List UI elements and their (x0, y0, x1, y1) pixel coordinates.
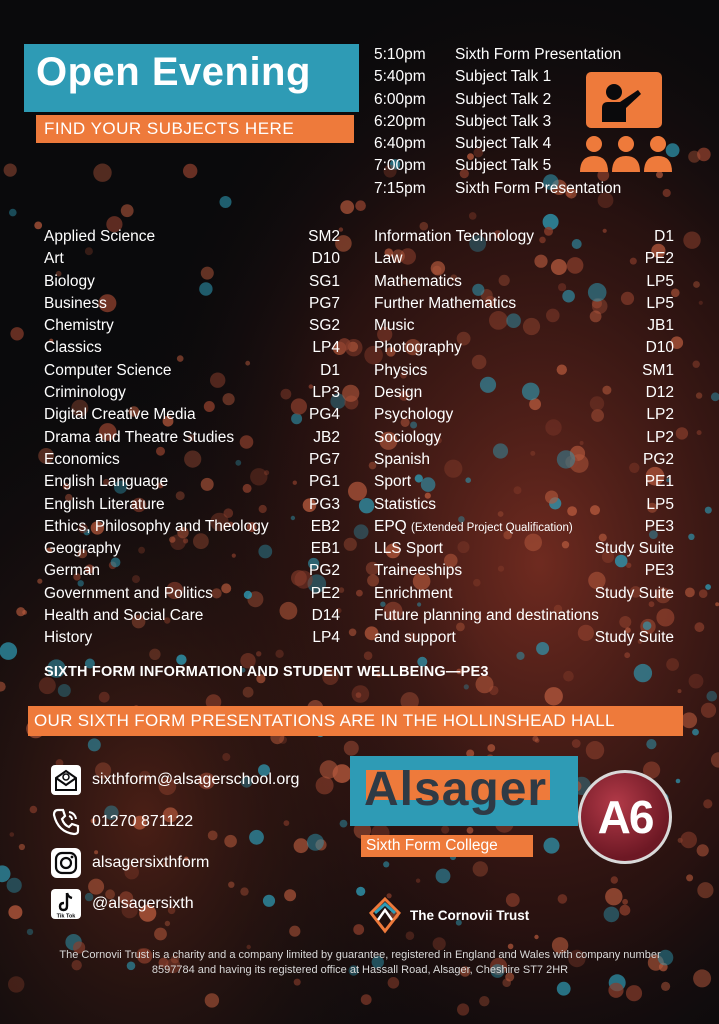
subjects-left-column (44, 227, 340, 651)
subject-name: Music (374, 317, 415, 335)
subject-room: SG2 (308, 317, 340, 335)
decorative-dot (99, 692, 110, 703)
decorative-dot (34, 222, 42, 230)
schedule-time: 6:20pm (374, 112, 426, 130)
decorative-dot (340, 200, 354, 214)
subject-name: Law (374, 250, 403, 268)
subject-row (374, 338, 674, 360)
decorative-dot (502, 978, 511, 987)
decorative-dot (701, 703, 716, 718)
subject-room: PE3 (644, 517, 674, 535)
schedule-time: 6:40pm (374, 135, 426, 153)
decorative-dot (354, 524, 369, 539)
decorative-dot (356, 692, 362, 698)
decorative-dot (263, 895, 275, 907)
decorative-dot (544, 838, 560, 854)
subject-room: SG1 (308, 272, 340, 290)
subject-room: LP2 (646, 428, 674, 446)
decorative-dot (27, 929, 33, 935)
subject-name: Health and Social Care (44, 607, 204, 625)
subject-room: D14 (311, 607, 340, 625)
hall-notice: OUR SIXTH FORM PRESENTATIONS ARE IN THE HOLLINSHEAD HALL (34, 711, 615, 730)
decorative-dot (676, 427, 688, 439)
decorative-dot (699, 301, 703, 305)
decorative-dot (605, 888, 622, 905)
decorative-dot (692, 729, 699, 736)
decorative-dot (469, 212, 477, 220)
decorative-dot (383, 861, 389, 867)
decorative-dot (356, 887, 365, 896)
subject-row (44, 472, 340, 494)
subject-room: JB2 (313, 428, 340, 446)
subject-room: LP4 (312, 629, 340, 647)
presenter-icon (576, 68, 676, 176)
subject-name: English Language (44, 473, 169, 491)
subject-room: D12 (645, 384, 674, 402)
schedule-time: 5:40pm (374, 68, 426, 86)
decorative-dot (678, 689, 682, 693)
subject-name: Business (44, 294, 107, 312)
decorative-dot (611, 876, 618, 883)
decorative-dot (586, 741, 604, 759)
subject-room: PG1 (308, 473, 340, 491)
subject-name: Biology (44, 272, 95, 290)
subject-room: LP3 (312, 384, 340, 402)
decorative-dot (436, 869, 451, 884)
decorative-dot (275, 650, 283, 658)
decorative-dot (224, 835, 237, 848)
subject-name: Government and Politics (44, 584, 213, 602)
subject-row (374, 428, 674, 450)
subject-row (374, 606, 674, 628)
schedule-event: Sixth Form Presentation (455, 46, 622, 63)
decorative-dot (88, 738, 101, 751)
subject-name: Enrichment (374, 584, 453, 602)
subject-name: English Literature (44, 495, 165, 513)
subject-name: Psychology (374, 406, 454, 424)
decorative-dot (680, 832, 697, 849)
a6-badge: A6 (578, 770, 672, 864)
subject-room: EB2 (310, 517, 340, 535)
subject-name: Drama and Theatre Studies (44, 428, 235, 446)
decorative-dot (686, 874, 693, 881)
decorative-dot (534, 935, 538, 939)
subject-room: PG4 (308, 406, 340, 424)
subject-room: SM2 (308, 228, 340, 245)
decorative-dot (695, 622, 705, 632)
subject-room: LP2 (646, 406, 674, 424)
decorative-dot (58, 684, 71, 697)
subject-row (374, 361, 674, 383)
email-address[interactable]: sixthform@alsagerschool.org (92, 771, 300, 788)
subject-name: Further Mathematics (374, 294, 517, 312)
contact-instagram[interactable] (50, 847, 209, 879)
subject-row (44, 338, 340, 360)
tiktok-icon (50, 888, 82, 920)
decorative-dot (93, 164, 111, 182)
subject-name (374, 517, 573, 539)
decorative-dot (532, 736, 538, 742)
subject-row (44, 561, 340, 583)
subject-row (374, 294, 674, 316)
decorative-dot (688, 534, 694, 540)
subject-row (44, 450, 340, 472)
decorative-dot (8, 905, 22, 919)
decorative-dot (441, 826, 449, 834)
decorative-dot (10, 327, 23, 340)
subject-row (374, 561, 674, 583)
decorative-dot (707, 691, 718, 702)
contact-email[interactable] (50, 764, 299, 796)
decorative-dot (294, 838, 309, 853)
decorative-dot (154, 928, 167, 941)
subject-row (374, 249, 674, 271)
decorative-dot (208, 831, 218, 841)
subject-row (374, 272, 674, 294)
subject-note: (Extended Project Qualification) (411, 521, 573, 534)
decorative-dot (355, 200, 366, 211)
subject-row (44, 606, 340, 628)
subject-room: PG2 (642, 450, 674, 468)
subject-row (44, 405, 340, 427)
subject-row (374, 472, 674, 494)
subject-row (44, 361, 340, 383)
schedule-row (374, 46, 674, 68)
phone-number[interactable]: 01270 871122 (92, 813, 194, 830)
schedule-time: 7:15pm (374, 179, 426, 197)
decorative-dot (467, 827, 474, 834)
subject-room: D1 (320, 361, 340, 379)
decorative-dot (342, 385, 359, 402)
decorative-dot (666, 658, 679, 671)
decorative-dot (622, 899, 628, 905)
subject-room: Study Suite (594, 540, 674, 558)
decorative-dot (681, 712, 697, 728)
subject-name: Statistics (374, 495, 437, 513)
schedule-time: 7:00pm (374, 157, 426, 175)
decorative-dot (626, 985, 642, 1001)
subject-name: Geography (44, 540, 121, 558)
decorative-dot (457, 1003, 469, 1015)
decorative-dot (240, 887, 248, 895)
subject-name: Mathematics (374, 272, 462, 290)
subject-room: D10 (645, 339, 674, 357)
schedule-time: 6:00pm (374, 90, 426, 108)
subject-name: Chemistry (44, 317, 114, 335)
subject-name: Classics (44, 339, 102, 357)
decorative-dot (222, 753, 230, 761)
subject-room: LP4 (312, 339, 340, 357)
decorative-dot (557, 982, 571, 996)
decorative-dot (624, 652, 630, 658)
decorative-dot (8, 976, 24, 992)
subject-name: Design (374, 384, 423, 402)
decorative-dot (19, 844, 25, 850)
page-title: Open Evening (36, 50, 311, 94)
subject-row (374, 227, 674, 249)
subject-name-main: EPQ (374, 517, 407, 535)
schedule-event: Subject Talk 2 (455, 90, 552, 108)
decorative-dot (685, 588, 695, 598)
decorative-dot (558, 894, 568, 904)
decorative-dot (604, 907, 620, 923)
decorative-dot (703, 799, 712, 808)
decorative-dot (620, 905, 631, 916)
subject-row (44, 628, 340, 650)
subject-row (44, 316, 340, 338)
decorative-dot (699, 589, 708, 598)
subject-name: LLS Sport (374, 540, 443, 558)
decorative-dot (165, 921, 170, 926)
subject-row (374, 517, 674, 539)
decorative-dot (340, 820, 348, 828)
decorative-dot (473, 861, 488, 876)
subject-row (44, 249, 340, 271)
subject-row (374, 450, 674, 472)
decorative-dot (344, 538, 357, 551)
subject-row (374, 539, 674, 561)
decorative-dot (689, 674, 704, 689)
subject-name: Ethics, Philosophy and Theology (44, 517, 269, 535)
decorative-dot (479, 996, 489, 1006)
subject-room: JB1 (647, 317, 674, 335)
subject-room: PE3 (644, 562, 674, 580)
subject-room: PG3 (308, 495, 340, 513)
subject-name: Art (44, 250, 64, 268)
subject-room: PG7 (308, 450, 340, 468)
subject-room: SM1 (642, 361, 674, 379)
decorative-dot (545, 687, 563, 705)
decorative-dot (220, 196, 232, 208)
decorative-dot (688, 151, 700, 163)
subject-room: LP5 (646, 495, 674, 513)
subject-room: Study Suite (594, 584, 674, 602)
decorative-dot (646, 739, 656, 749)
decorative-dot (344, 741, 359, 756)
svg-text:Tik Tok: Tik Tok (56, 913, 76, 920)
subject-room: PE2 (644, 250, 674, 268)
subject-row (44, 428, 340, 450)
decorative-dot (676, 779, 681, 784)
decorative-dot (634, 664, 652, 682)
decorative-dot (30, 806, 38, 814)
subject-room: LP5 (646, 294, 674, 312)
subject-name: Physics (374, 361, 428, 379)
decorative-dot (183, 164, 197, 178)
decorative-dot (693, 969, 711, 987)
decorative-dot (294, 979, 301, 986)
cornovii-trust-logo (366, 896, 404, 934)
decorative-dot (388, 977, 400, 989)
page-subtitle: FIND YOUR SUBJECTS HERE (44, 119, 295, 138)
decorative-dot (0, 642, 17, 660)
subject-room: PG2 (308, 562, 340, 580)
decorative-dot (572, 739, 581, 748)
decorative-dot (563, 671, 574, 682)
decorative-dot (487, 744, 495, 752)
subject-row (374, 405, 674, 427)
schedule-event: Subject Talk 5 (455, 157, 552, 175)
decorative-dot (249, 830, 264, 845)
decorative-dot (506, 893, 520, 907)
subject-room: LP5 (646, 272, 674, 290)
decorative-dot (696, 392, 702, 398)
subject-name: Photography (374, 339, 462, 357)
subject-name: Traineeships (374, 562, 463, 580)
schedule-event: Sixth Form Presentation (455, 179, 622, 197)
instagram-icon (50, 847, 82, 879)
legal-footer: The Cornovii Trust is a charity and a company limited by guarantee, registered in England and Wales with company number 8597784 and having its registered office at Hassall Road, Alsager, Cheshire ST7 2HR (59, 949, 661, 976)
subject-room: PG7 (308, 294, 340, 312)
subject-row (44, 383, 340, 405)
decorative-dot (364, 651, 373, 660)
decorative-dot (697, 430, 702, 435)
logo-wordmark: Alsager (364, 763, 548, 816)
decorative-dot (356, 590, 363, 597)
decorative-dot (661, 982, 670, 991)
subject-row (374, 383, 674, 405)
decorative-dot (7, 878, 22, 893)
decorative-dot (705, 507, 712, 514)
subject-row (44, 294, 340, 316)
subject-name: Spanish (374, 450, 431, 468)
decorative-dot (683, 232, 700, 249)
decorative-dot (10, 832, 15, 837)
decorative-dot (349, 629, 357, 637)
schedule-event: Subject Talk 3 (455, 112, 552, 130)
decorative-dot (406, 931, 415, 940)
tiktok-handle[interactable]: @alsagersixth (92, 895, 194, 912)
contact-phone[interactable] (50, 806, 193, 838)
decorative-dot (307, 834, 324, 851)
decorative-dot (416, 879, 420, 883)
subject-room: D1 (654, 228, 674, 245)
logo-tagline: Sixth Form College (366, 837, 498, 854)
instagram-handle[interactable]: alsagersixthform (92, 854, 210, 871)
subject-room: PE1 (644, 473, 674, 491)
subject-room: EB1 (310, 540, 340, 558)
decorative-dot (608, 983, 623, 998)
decorative-dot (697, 844, 709, 856)
subject-name: Digital Creative Media (44, 406, 196, 424)
email-icon (50, 764, 82, 796)
decorative-dot (4, 164, 17, 177)
decorative-dot (37, 579, 42, 584)
decorative-dot (228, 882, 234, 888)
subject-row (44, 272, 340, 294)
subject-name: Sport (374, 473, 412, 491)
schedule-row (374, 180, 674, 202)
subject-name: Information Technology (374, 228, 534, 245)
decorative-dot (205, 993, 219, 1007)
subject-name: Sociology (374, 428, 442, 446)
decorative-dot (353, 924, 364, 935)
subject-name: History (44, 629, 93, 647)
subject-row (374, 628, 674, 650)
subject-row (44, 539, 340, 561)
decorative-dot (243, 687, 254, 698)
decorative-dot (121, 204, 134, 217)
schedule-event: Subject Talk 4 (455, 135, 552, 153)
decorative-dot (284, 889, 296, 901)
subject-room: PE2 (310, 584, 340, 602)
subject-row (44, 227, 340, 249)
decorative-dot (284, 820, 290, 826)
decorative-dot (289, 926, 300, 937)
decorative-dot (693, 281, 700, 288)
decorative-dot (9, 209, 17, 217)
wellbeing-notice: SIXTH FORM INFORMATION AND STUDENT WELLBEING—PE3 (44, 664, 489, 680)
subject-row (44, 517, 340, 539)
subject-name: German (44, 562, 100, 580)
schedule-time: 5:10pm (374, 46, 426, 63)
decorative-dot (464, 684, 469, 689)
decorative-dot (22, 610, 27, 615)
subject-name: and support (374, 629, 456, 647)
decorative-dot (516, 652, 524, 660)
decorative-dot (361, 994, 372, 1005)
decorative-dot (320, 760, 338, 778)
subject-name: Future planning and destinations (374, 607, 599, 625)
decorative-dot (256, 651, 261, 656)
decorative-dot (697, 882, 713, 898)
subject-room: Study Suite (594, 629, 674, 647)
subject-room: D10 (311, 250, 340, 268)
decorative-dot (705, 584, 711, 590)
decorative-dot (693, 361, 700, 368)
trust-name: The Cornovii Trust (410, 908, 530, 923)
schedule-event: Subject Talk 1 (455, 68, 552, 86)
subject-row (374, 495, 674, 517)
subject-row (44, 495, 340, 517)
decorative-dot (316, 776, 334, 794)
subject-name: Computer Science (44, 361, 172, 379)
subject-row (374, 316, 674, 338)
phone-icon (50, 806, 82, 838)
decorative-dot (348, 482, 367, 501)
subjects-right-column (374, 227, 674, 651)
subject-row (374, 584, 674, 606)
subject-name: Economics (44, 450, 120, 468)
subject-name: Applied Science (44, 228, 156, 245)
subject-name: Criminology (44, 384, 126, 402)
contact-tiktok[interactable] (50, 888, 194, 920)
decorative-dot (359, 498, 374, 513)
subject-row (44, 584, 340, 606)
